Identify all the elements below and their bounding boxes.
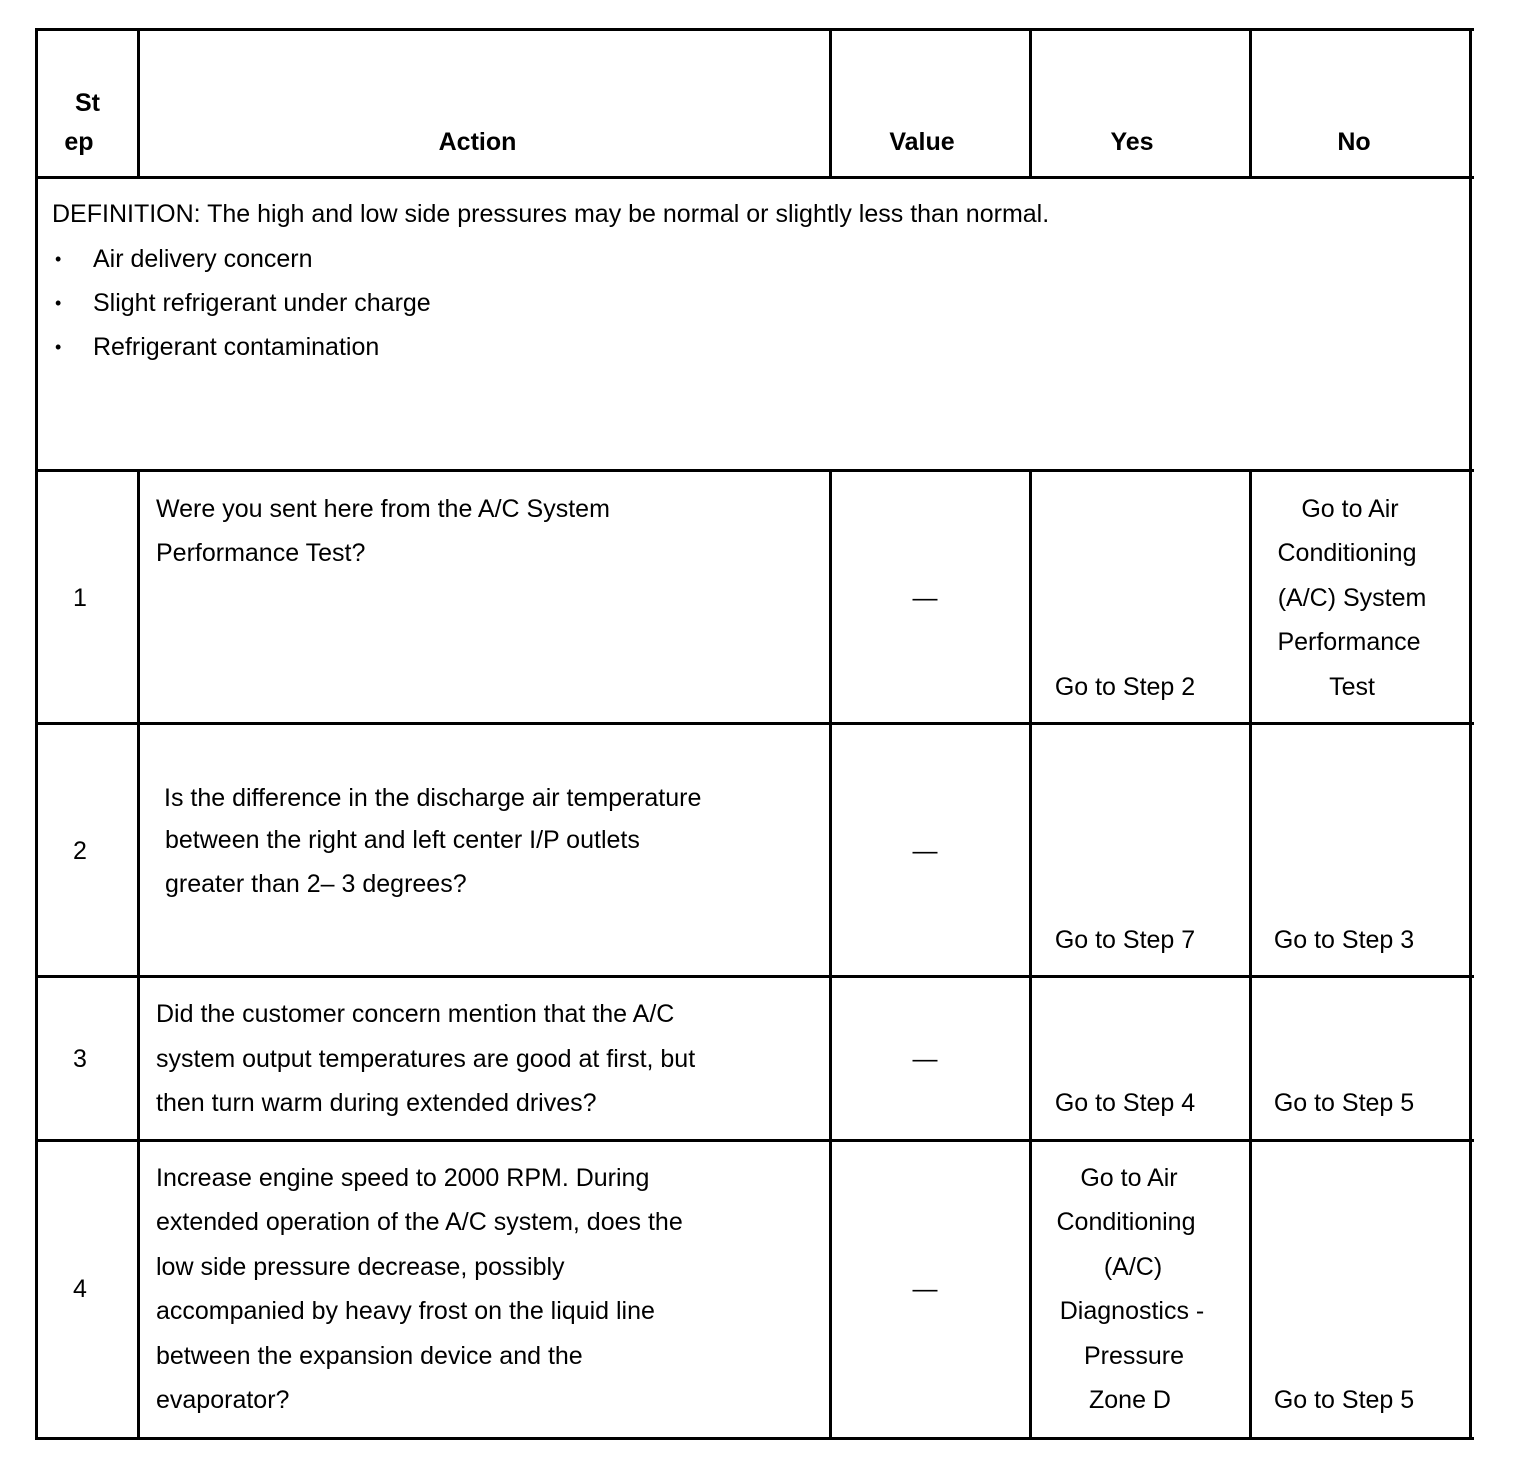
table-border-right [1469, 28, 1472, 1440]
no-cell: Test [1329, 673, 1375, 701]
no-cell: Go to Air [1301, 495, 1399, 523]
no-cell: Go to Step 5 [1273, 1089, 1415, 1117]
action-text: between the right and left center I/P outlets [165, 826, 640, 854]
no-cell: Go to Step 3 [1273, 926, 1415, 954]
yes-cell: Pressure [1083, 1342, 1185, 1370]
bullet-icon: • [55, 337, 62, 357]
step-number: 4 [73, 1275, 87, 1303]
header-divider [35, 176, 1474, 179]
step-number: 3 [73, 1045, 87, 1073]
value-cell: — [912, 1045, 938, 1073]
yes-cell: Go to Step 7 [1054, 926, 1196, 954]
yes-cell: Go to Air [1080, 1164, 1178, 1192]
step-number: 1 [73, 584, 87, 612]
bullet-icon: • [55, 249, 62, 269]
value-cell: — [912, 1275, 938, 1303]
no-cell: (A/C) System [1277, 584, 1427, 612]
action-text: system output temperatures are good at first, but [156, 1045, 696, 1073]
value-cell: — [912, 837, 938, 865]
table-border-bottom [35, 1437, 1474, 1440]
action-text: then turn warm during extended drives? [156, 1089, 597, 1117]
header-yes: Yes [1110, 128, 1154, 156]
row-divider [35, 975, 1474, 978]
definition-bullet-item: Air delivery concern [93, 245, 313, 273]
no-cell: Go to Step 5 [1273, 1386, 1415, 1414]
bullet-icon: • [55, 293, 62, 313]
header-step: St [75, 89, 100, 117]
no-cell: Conditioning [1277, 539, 1417, 567]
step-number: 2 [73, 837, 87, 865]
header-step: ep [64, 128, 94, 156]
action-text: Did the customer concern mention that the A/C [156, 1000, 675, 1028]
yes-cell: Conditioning [1056, 1208, 1196, 1236]
yes-cell: Zone D [1089, 1386, 1171, 1414]
action-text: Performance Test? [156, 539, 366, 567]
header-action: Action [438, 128, 517, 156]
value-cell: — [912, 584, 938, 612]
action-text: between the expansion device and the [156, 1342, 583, 1370]
row-divider [35, 722, 1474, 725]
yes-cell: Go to Step 2 [1054, 673, 1196, 701]
yes-cell: Diagnostics - [1059, 1297, 1205, 1325]
action-text: accompanied by heavy frost on the liquid line [156, 1297, 655, 1325]
table-border-left [35, 28, 38, 1440]
column-divider [137, 469, 140, 1440]
definition-bullet-item: Refrigerant contamination [93, 333, 380, 361]
table-border-top [35, 28, 1474, 31]
action-text: Were you sent here from the A/C System [156, 495, 610, 523]
header-value: Value [889, 128, 955, 156]
definition-divider [35, 469, 1474, 472]
action-text: greater than 2– 3 degrees? [165, 870, 467, 898]
action-text: evaporator? [156, 1386, 290, 1414]
no-cell: Performance [1277, 628, 1421, 656]
yes-cell: Go to Step 4 [1054, 1089, 1196, 1117]
definition-bullet-item: Slight refrigerant under charge [93, 289, 431, 317]
action-text: extended operation of the A/C system, does the [156, 1208, 683, 1236]
action-text: Increase engine speed to 2000 RPM. During [156, 1164, 650, 1192]
action-text: low side pressure decrease, possibly [156, 1253, 565, 1281]
definition-text: DEFINITION: The high and low side pressures may be normal or slightly less than normal. [52, 200, 1050, 228]
action-text: Is the difference in the discharge air temperature [164, 784, 702, 812]
row-divider [35, 1139, 1474, 1142]
header-no: No [1337, 128, 1371, 156]
yes-cell: (A/C) [1103, 1253, 1163, 1281]
